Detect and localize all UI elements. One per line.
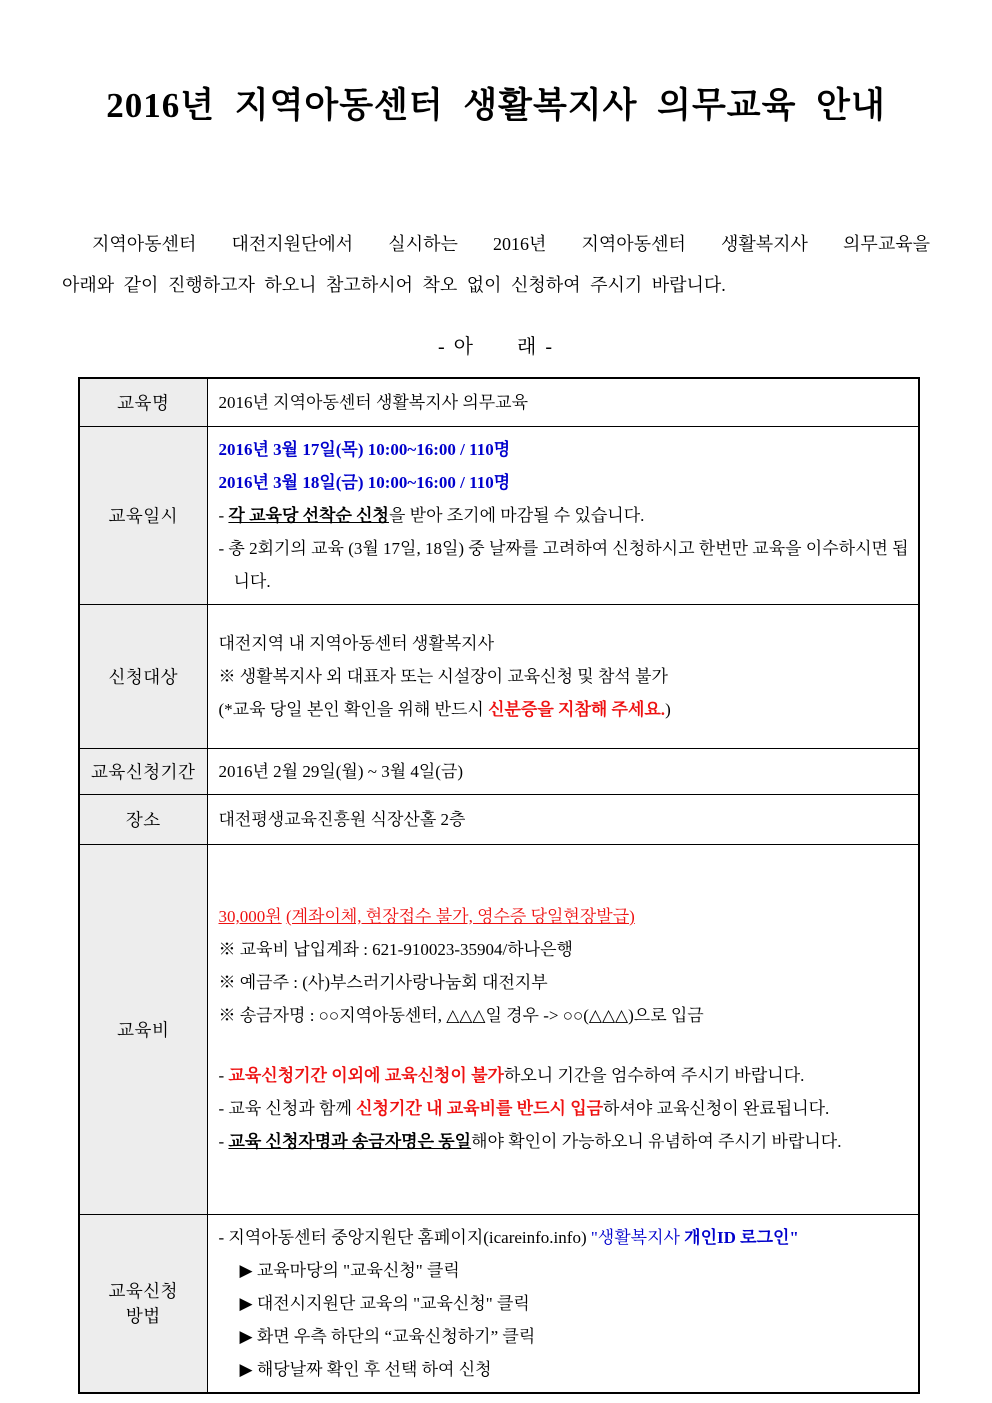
text-line: [219, 660, 911, 693]
text-segment: 대전지역 내 지역아동센터 생활복지사: [218, 633, 495, 653]
text-line: [219, 1287, 911, 1320]
intro-line-1: 지역아동센터 대전지원단에서 실시하는 2016년 지역아동센터 생활복지사 의무교육을: [92, 234, 930, 254]
text-line: [219, 1320, 911, 1353]
text-segment: 2016년 지역아동센터 생활복지사 의무교육: [218, 392, 529, 412]
text-line: [219, 803, 911, 836]
info-table: [78, 377, 920, 1394]
text-segment: - 총 2회기의 교육 (3월 17일, 18일) 중 날짜를 고려하여 신청하시고 한번만 교육을 이수하시면 됩니다.: [218, 538, 909, 591]
text-line: [219, 999, 911, 1032]
text-segment: (계좌이체, 현장접수 불가, 영수증 당일현장발급): [285, 907, 635, 926]
row-content-application-target: [207, 604, 919, 748]
text-segment: ▶ 해당날짜 확인 후 선택 하여 신청: [239, 1359, 492, 1379]
text-segment: 을 받아 조기에 마감될 수 있습니다.: [388, 505, 645, 525]
text-segment: 대전평생교육진흥원 식장산홀 2층: [218, 809, 466, 829]
table-row-education-datetime: [79, 426, 919, 604]
text-line: [219, 1092, 911, 1125]
table-row-education-name: [79, 378, 919, 426]
row-label-education-datetime: [79, 426, 207, 604]
text-segment: 교육신청기간 이외에 교육신청이 불가: [228, 1066, 504, 1085]
text-segment: 2016년 2월 29일(월) ~ 3월 4일(금): [218, 761, 464, 781]
info-table-body: [79, 378, 919, 1393]
table-row-location: [79, 794, 919, 844]
text-segment: 각 교육당 선착순 신청: [228, 505, 389, 525]
text-line: [219, 386, 911, 419]
row-content-education-fee: [207, 844, 919, 1214]
text-segment: 교육 신청자명과 송금자명은 동일: [228, 1132, 472, 1151]
row-label-text: 교육비: [117, 1019, 170, 1040]
text-segment: (*교육 당일 본인 확인을 위해 반드시: [218, 699, 489, 719]
text-line: [219, 933, 911, 966]
text-segment: "생활복지사: [590, 1227, 685, 1247]
text-segment: 해야 확인이 가능하오니 유념하여 주시기 바랍니다.: [471, 1132, 842, 1151]
row-content-application-period: [207, 748, 919, 794]
row-content-education-datetime: [207, 426, 919, 604]
row-label-text: 신청대상: [108, 666, 179, 687]
row-label-text: 교육신청기간: [91, 761, 196, 782]
text-segment: ※ 교육비 납입계좌 : 621-910023-35904/하나은행: [218, 940, 573, 959]
text-segment: ※ 예금주 : (사)부스러기사랑나눔회 대전지부: [218, 973, 548, 992]
page-title: 2016년 지역아동센터 생활복지사 의무교육 안내: [106, 86, 886, 125]
table-row-application-period: [79, 748, 919, 794]
text-segment: 2016년 3월 18일(금) 10:00~16:00 / 110명: [218, 472, 511, 492]
text-line: [219, 755, 911, 788]
text-segment: ▶ 대전시지원단 교육의 "교육신청" 클릭: [239, 1293, 530, 1313]
text-line: [219, 1254, 911, 1287]
row-label-application-target: [79, 604, 207, 748]
text-segment: -: [218, 1066, 229, 1085]
table-row-application-target: [79, 604, 919, 748]
text-line: [219, 627, 911, 660]
text-line: [219, 466, 911, 499]
text-line: [219, 1221, 911, 1254]
text-segment: ): [665, 699, 671, 719]
text-line: [219, 1353, 911, 1386]
intro-line-2: 아래와 같이 진행하고자 하오니 참고하시어 착오 없이 신청하여 주시기 바랍니다.: [62, 275, 726, 295]
intro-paragraph: [62, 224, 930, 306]
text-segment: 신청기간 내 교육비를 반드시 입금: [356, 1099, 604, 1118]
row-label-location: [79, 794, 207, 844]
row-label-text: 방법: [125, 1306, 161, 1326]
text-segment: ▶ 화면 우측 하단의 “교육신청하기” 클릭: [239, 1326, 536, 1346]
text-segment: 개인ID 로그인": [684, 1227, 799, 1247]
row-content-application-method: [207, 1214, 919, 1393]
text-segment: 신분증을 지참해 주세요.: [488, 699, 666, 719]
row-content-location: [207, 794, 919, 844]
text-line: [219, 433, 911, 466]
text-line: [219, 966, 911, 999]
text-segment: 하셔야 교육신청이 완료됩니다.: [603, 1099, 830, 1118]
row-label-application-method: [79, 1214, 207, 1393]
row-label-application-period: [79, 748, 207, 794]
text-segment: -: [218, 505, 229, 525]
text-line: [219, 532, 911, 598]
table-row-education-fee: [79, 844, 919, 1214]
text-line: [219, 1032, 911, 1059]
text-segment: ※ 송금자명 : ○○지역아동센터, △△△일 경우 -> ○○(△△△)으로 입금: [218, 1006, 704, 1025]
row-label-education-fee: [79, 844, 207, 1214]
text-line: [219, 1125, 911, 1158]
row-label-text: 교육명: [117, 392, 170, 413]
text-segment: - 교육 신청과 함께: [218, 1099, 357, 1118]
text-segment: ※ 생활복지사 외 대표자 또는 시설장이 교육신청 및 참석 불가: [218, 666, 668, 686]
row-label-text: 교육일시: [108, 505, 179, 526]
row-label-education-name: [79, 378, 207, 426]
text-segment: -: [218, 1132, 229, 1151]
row-label-text: 장소: [125, 809, 161, 830]
text-line: [219, 499, 911, 532]
row-label-text: 교육신청: [108, 1281, 179, 1301]
text-line: [219, 693, 911, 726]
text-line: [219, 900, 911, 933]
row-content-education-name: [207, 378, 919, 426]
table-row-application-method: [79, 1214, 919, 1393]
text-segment: 2016년 3월 17일(목) 10:00~16:00 / 110명: [218, 439, 511, 459]
text-segment: - 지역아동센터 중앙지원단 홈페이지(icareinfo.info): [218, 1227, 591, 1247]
text-segment: 하오니 기간을 엄수하여 주시기 바랍니다.: [503, 1066, 805, 1085]
text-line: [219, 1059, 911, 1092]
text-segment: ▶ 교육마당의 "교육신청" 클릭: [239, 1260, 460, 1280]
section-divider: - 아 래 -: [438, 336, 554, 358]
text-segment: 30,000원: [218, 907, 282, 926]
